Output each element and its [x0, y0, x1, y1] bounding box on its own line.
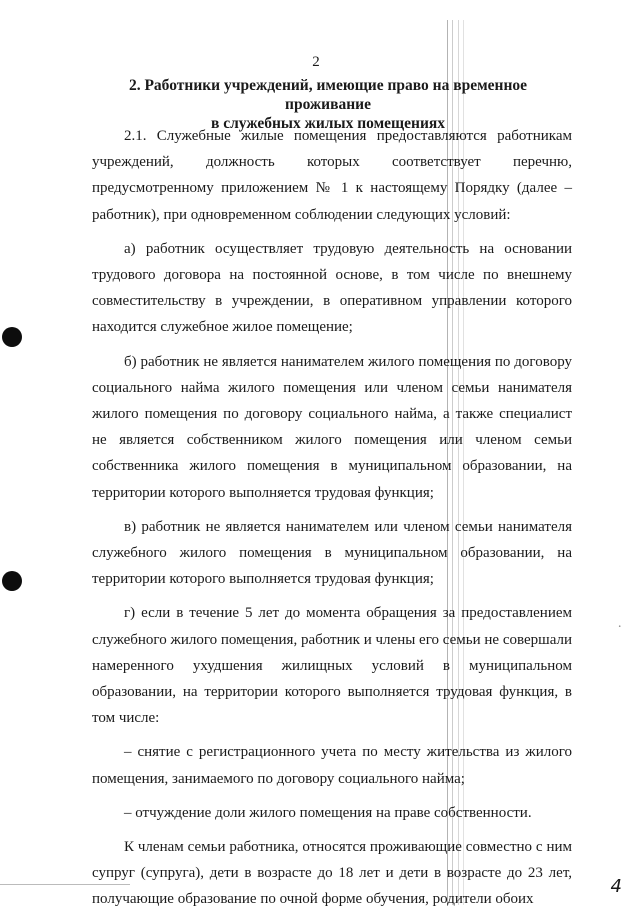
- paragraph-condition-v: в) работник не является нанимателем или членом семьи нанимателя служебного жилого помещения в муниципальном образовании, на территории которого выполняется трудовая функция;: [92, 518, 572, 588]
- handwritten-page-mark: 4: [610, 876, 622, 897]
- document-body: [92, 123, 572, 921]
- paragraph-condition-g: г) если в течение 5 лет до момента обращения за предоставлением служебного жилого помещения, работник и члены его семьи не совершали намеренного ухудшения жилищных условий в муниципальном образовании, на территории которого выполняется трудовая функция, в том числе:: [92, 605, 572, 727]
- margin-mark: ·: [617, 620, 622, 635]
- punch-hole: [2, 571, 22, 591]
- paragraph-dash-2: – отчуждение доли жилого помещения на праве собственности.: [124, 804, 532, 821]
- section-heading-line-1: 2. Работники учреждений, имеющие право на временное проживание: [128, 77, 528, 113]
- paragraph-dash-1: – снятие с регистрационного учета по месту жительства из жилого помещения, занимаемого по договору социального найма;: [92, 744, 572, 787]
- paragraph-condition-a: а) работник осуществляет трудовую деятельность на основании трудового договора на постоянной основе, в том числе по внешнему совместительству в учреждении, в оперативном управлении которого находится служебное жилое помещение;: [92, 240, 572, 336]
- paragraph-family-members: К членам семьи работника, относятся проживающие совместно с ним супруг (супруга), дети в возрасте до 18 лет и дети в возрасте до 23 лет, получающие образование по очной форме обучения, родители обоих: [92, 839, 572, 908]
- punch-hole: [2, 327, 22, 347]
- section-heading-line-2: в служебных жилых помещениях: [210, 115, 446, 132]
- paragraph-condition-b: б) работник не является нанимателем жилого помещения по договору социального найма жилого помещения или членом семьи нанимателя жилого помещения по договору социального найма, а также специалист не является собственником жилого помещения или членом семьи собственника жилого помещения в муниципальном образовании, на территории которого выполняется трудовая функция;: [92, 353, 572, 501]
- paragraph-2-1: 2.1. Служебные жилые помещения предоставляются работникам учреждений, должность которых соответствует перечню, предусмотренному приложением № 1 к настоящему Порядку (далее – работник), при одновременном соблюдении следующих условий:: [92, 128, 572, 223]
- footer-rule: [0, 884, 130, 885]
- page-number: 2: [312, 54, 320, 70]
